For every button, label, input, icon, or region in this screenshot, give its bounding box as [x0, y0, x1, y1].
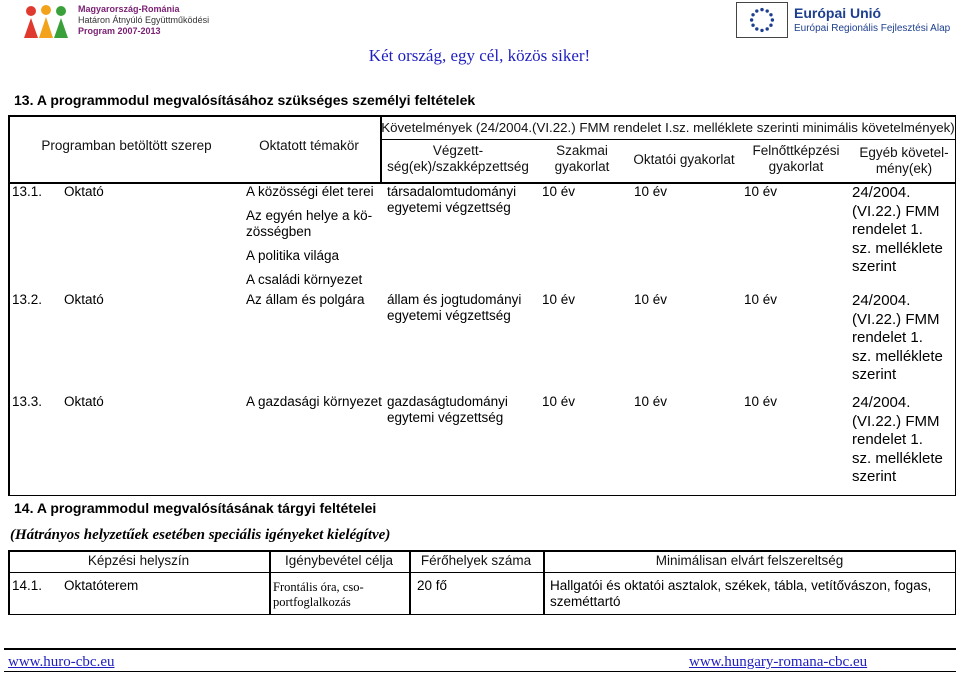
- row-3-teaching: 10 év: [634, 394, 668, 409]
- eu-flag-icon: [736, 2, 788, 38]
- topic-item: A közösségi élet terei: [246, 184, 374, 199]
- row-14-1-capacity: 20 fő: [417, 578, 448, 593]
- table-border-top: [8, 550, 956, 552]
- other-line: szerint: [852, 366, 897, 383]
- qualification-line: egyetemi végzettség: [387, 200, 511, 215]
- purpose-line: Frontális óra, cso-: [273, 580, 364, 594]
- table-border-bottom: [8, 495, 956, 497]
- header-professional-line-1: Szakmai: [556, 143, 608, 158]
- header-qualification-line-2: ség(ek)/szakképzettség: [387, 159, 529, 174]
- header-adult-line-2: gyakorlat: [768, 159, 824, 174]
- header-adult-line-1: Felnőttképzési: [752, 143, 840, 158]
- other-line: sz. melléklete: [852, 239, 943, 257]
- other-line: (VI.22.) FMM: [852, 412, 940, 430]
- header-topics: Oktatott témakör: [259, 138, 359, 153]
- topic-item: [246, 208, 378, 240]
- other-line: rendelet 1.: [852, 431, 923, 448]
- row-3-num: 13.3.: [12, 394, 43, 409]
- program-logo-text: [78, 4, 209, 37]
- program-logo: [22, 4, 222, 40]
- header-requirements: Követelmények (24/2004.(VI.22.) FMM rendelet I.sz. melléklete szerinti minimális követelmények): [381, 120, 955, 135]
- qualification-line: társadalomtudományi: [387, 184, 517, 199]
- row-2-num: 13.2.: [12, 292, 43, 307]
- section-14-subtitle: (Hátrányos helyzetűek esetében speciális igényeket kielégítve): [10, 527, 391, 543]
- row-14-1-purpose: [273, 580, 364, 610]
- qualification-line: állam és jogtudományi: [387, 292, 522, 307]
- header-teaching: Oktatói gyakorlat: [633, 152, 735, 167]
- other-line: sz. melléklete: [852, 347, 943, 365]
- page-footer: [0, 648, 959, 673]
- row-3-adult: 10 év: [744, 394, 778, 409]
- other-line: 24/2004.: [852, 184, 911, 201]
- row-3-role: Oktató: [64, 394, 104, 409]
- row-2-professional: 10 év: [542, 292, 576, 307]
- table-border-top: [8, 115, 956, 117]
- other-line: 24/2004.: [852, 292, 911, 309]
- row-1-other: [852, 184, 943, 277]
- header-capacity: Férőhelyek száma: [420, 553, 532, 568]
- other-line: (VI.22.) FMM: [852, 202, 940, 220]
- huro-cbc-link[interactable]: www.huro-cbc.eu: [8, 654, 115, 670]
- row-2-topics: Az állam és polgára: [246, 292, 365, 307]
- table-border-left: [8, 115, 10, 496]
- logo-line-1: Magyarország-Románia: [78, 4, 180, 14]
- other-line: rendelet 1.: [852, 221, 923, 238]
- requirements-divider: [380, 139, 956, 140]
- row-1-adult: 10 év: [744, 184, 778, 199]
- qualification-line: egyetemi végzettség: [387, 308, 511, 323]
- header-location: Képzési helyszín: [87, 553, 190, 568]
- header-qualification-line-1: Végzett-: [432, 143, 484, 158]
- row-3-topics: A gazdasági környezet: [246, 394, 382, 409]
- header-purpose: Igénybevétel célja: [284, 553, 394, 568]
- topic-item: A családi környezet: [246, 272, 363, 287]
- other-line: sz. melléklete: [852, 449, 943, 467]
- other-line: 24/2004.: [852, 394, 911, 411]
- qualification-line: gazdaságtudományi: [387, 394, 508, 409]
- other-line: (VI.22.) FMM: [852, 310, 940, 328]
- table-border-bottom: [8, 614, 956, 616]
- row-14-1-equipment: [550, 578, 931, 610]
- page-header: [0, 0, 959, 44]
- row-14-1-num: 14.1.: [12, 578, 43, 593]
- personnel-table: [8, 115, 956, 496]
- row-1-qualification: [387, 184, 516, 216]
- footer-bottom-line: [4, 671, 956, 672]
- row-2-role: Oktató: [64, 292, 104, 307]
- equipment-line: szeméttartó: [550, 594, 621, 609]
- other-line: szerint: [852, 258, 897, 275]
- purpose-line: portfoglalkozás: [273, 595, 351, 609]
- eu-logo: [736, 2, 956, 40]
- logo-line-3: Program 2007-2013: [78, 26, 161, 36]
- other-line: rendelet 1.: [852, 329, 923, 346]
- facility-table: [8, 550, 956, 615]
- header-role: Programban betöltött szerep: [41, 138, 212, 153]
- other-line: szerint: [852, 468, 897, 485]
- row-14-1-location: Oktatóterem: [64, 578, 139, 593]
- row-1-role: Oktató: [64, 184, 104, 199]
- header-professional-line-2: gyakorlat: [554, 159, 610, 174]
- eu-title: Európai Unió: [794, 5, 882, 21]
- header-divider: [8, 572, 956, 574]
- row-2-teaching: 10 év: [634, 292, 668, 307]
- row-1-topics: [246, 184, 378, 288]
- section-14-title: 14. A programmodul megvalósításának tárgyi feltételei: [14, 500, 377, 516]
- qualification-line: egytemi végzettség: [387, 410, 504, 425]
- header-other-line-1: Egyéb követel-: [859, 145, 949, 160]
- logo-line-2: Határon Átnyúló Együttműködési: [78, 15, 210, 25]
- row-1-num: 13.1.: [12, 184, 43, 199]
- header-other-line-2: mény(ek): [875, 161, 933, 176]
- row-2-qualification: [387, 292, 521, 324]
- topic-item-line: zösségben: [246, 224, 312, 239]
- header-equipment: Minimálisan elvárt felszereltség: [655, 553, 844, 568]
- row-3-professional: 10 év: [542, 394, 576, 409]
- row-2-adult: 10 év: [744, 292, 778, 307]
- people-logo-icon: [22, 4, 74, 40]
- motto: Két ország, egy cél, közös siker!: [368, 46, 591, 65]
- row-1-teaching: 10 év: [634, 184, 668, 199]
- header-adult: [740, 143, 852, 175]
- topic-item: A politika világa: [246, 248, 340, 263]
- section-13-title: 13. A programmodul megvalósításához szükséges személyi feltételek: [14, 92, 476, 108]
- row-3-other: [852, 394, 943, 487]
- topic-item-line: Az egyén helye a kö-: [246, 208, 373, 223]
- eu-subtitle: Európai Regionális Fejlesztési Alap: [794, 23, 951, 34]
- header-professional: [536, 143, 628, 175]
- equipment-line: Hallgatói és oktatói asztalok, székek, tábla, vetítővászon, fogas,: [550, 578, 932, 593]
- row-1-professional: 10 év: [542, 184, 576, 199]
- header-qualification: [380, 143, 536, 175]
- row-3-qualification: [387, 394, 508, 426]
- hungary-romania-cbc-link[interactable]: www.hungary-romana-cbc.eu: [689, 654, 868, 670]
- header-other: [852, 145, 956, 177]
- row-2-other: [852, 292, 943, 385]
